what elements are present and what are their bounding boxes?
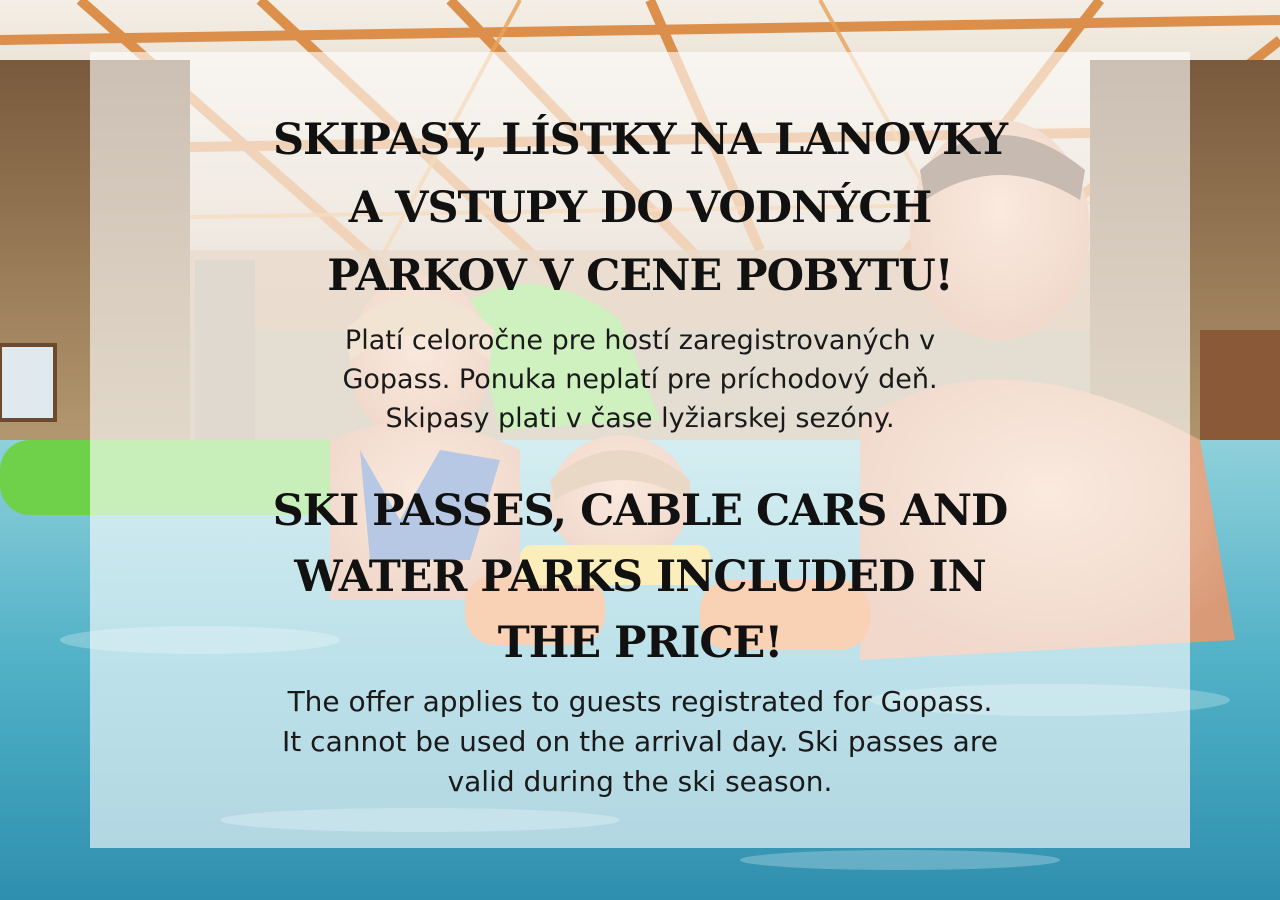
slovak-headline-line: A VSTUPY DO VODNÝCH [348, 183, 932, 233]
english-headline-line: SKI PASSES, CABLE CARS AND [272, 486, 1008, 536]
english-description [90, 682, 1190, 802]
english-description-line: The offer applies to guests registrated for Gopass. [287, 685, 993, 718]
slovak-headline-line: SKIPASY, LÍSTKY NA LANOVKY [272, 115, 1008, 165]
slovak-description-line: Gopass. Ponuka neplatí pre príchodový deň. [342, 364, 938, 395]
slovak-headline-line: PARKOV V CENE POBYTU! [327, 251, 953, 301]
slovak-description [90, 321, 1190, 438]
slovak-description-line: Platí celoročne pre hostí zaregistrovaných v [344, 325, 936, 356]
slovak-description-line: Skipasy plati v čase lyžiarskej sezóny. [385, 403, 895, 434]
english-description-line: valid during the ski season. [447, 765, 833, 798]
english-headline-line: THE PRICE! [497, 618, 783, 668]
english-headline-line: WATER PARKS INCLUDED IN [294, 552, 986, 602]
english-headline [90, 478, 1190, 676]
english-description-line: It cannot be used on the arrival day. Ski passes are [282, 725, 998, 758]
slovak-headline [90, 106, 1190, 310]
